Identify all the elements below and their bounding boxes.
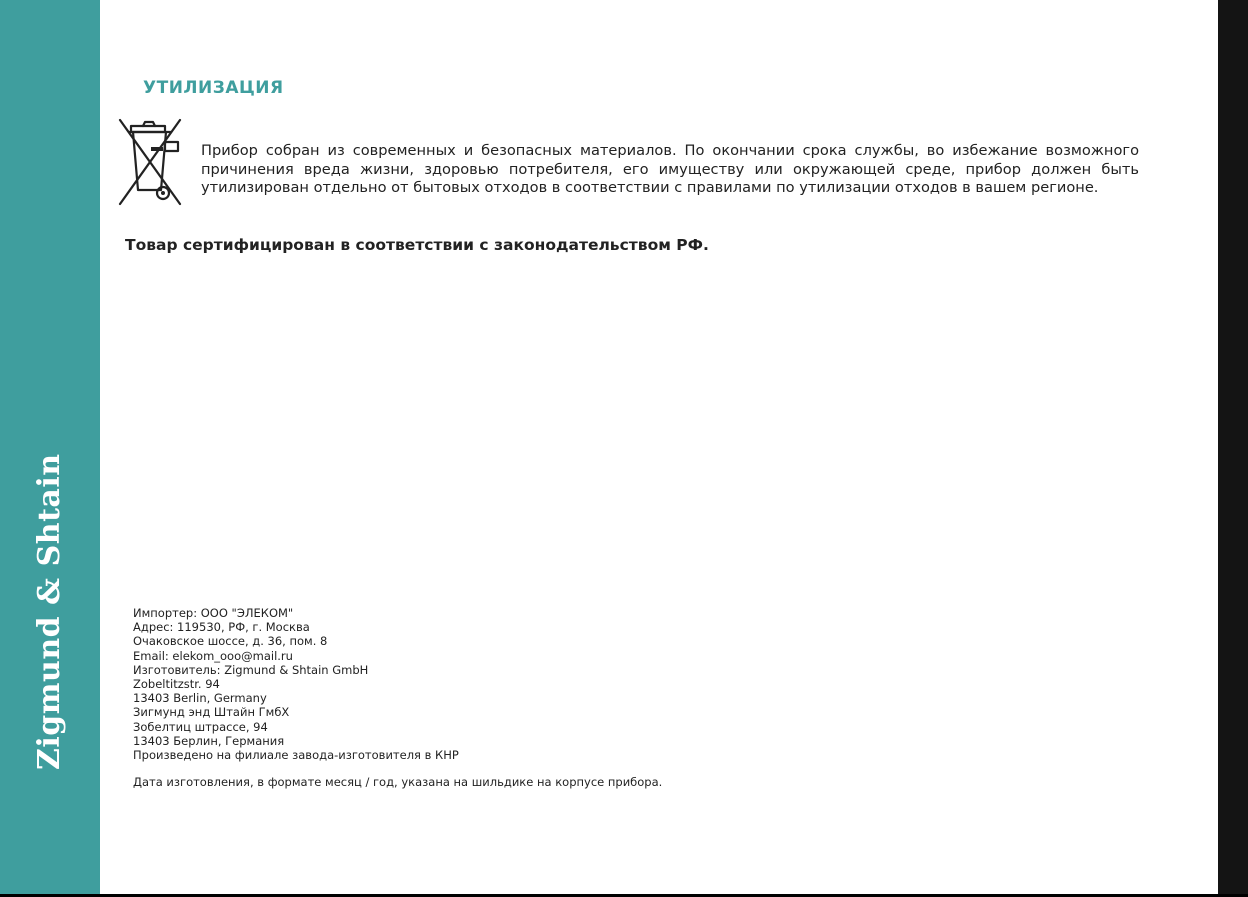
- manufacture-date-note: Дата изготовления, в формате месяц / год, указана на шильдике на корпусе прибора.: [133, 775, 663, 789]
- contact-line-city-ru: 13403 Берлин, Германия: [133, 733, 285, 748]
- contact-line-city-de: 13403 Berlin, Germany: [133, 691, 267, 706]
- contact-line-street: Очаковское шоссе, д. 36, пом. 8: [133, 634, 328, 649]
- contact-info: [133, 606, 459, 762]
- contact-line-manufacturer: Изготовитель: Zigmund & Shtain GmbH: [133, 662, 369, 677]
- certification-note: Товар сертифицирован в соответствии с законодательством РФ.: [125, 236, 709, 254]
- brand-sidebar: [0, 0, 100, 894]
- brand-logo: Zigmund & Shtain: [32, 453, 67, 770]
- contact-line-street-de: Zobeltitzstr. 94: [133, 677, 220, 692]
- disposal-text: Прибор собран из современных и безопасных материалов. По окончании срока службы, во избежание возможного причинения вреда жизни, здоровью потребителя, его имуществу или окружающей среде, прибор должен быть утилизирован отдельно от бытовых отходов в соответствии с правилами по утилизации отходов в вашем регионе.: [201, 142, 1139, 196]
- crossed-out-wheelie-bin-icon: [116, 116, 184, 210]
- page-edge-shadow: [1218, 0, 1248, 894]
- contact-line-email: Email: elekom_ooo@mail.ru: [133, 648, 293, 663]
- contact-line-street-ru: Зобелтиц штрассе, 94: [133, 719, 268, 734]
- contact-line-importer: Импортер: ООО "ЭЛЕКОМ": [133, 606, 294, 620]
- contact-line-origin: Произведено на филиале завода-изготовителя в КНР: [133, 748, 459, 763]
- contact-line-address: Адрес: 119530, РФ, г. Москва: [133, 620, 310, 635]
- section-heading: УТИЛИЗАЦИЯ: [143, 78, 284, 98]
- contact-line-manufacturer-ru: Зигмунд энд Штайн ГмбХ: [133, 705, 290, 720]
